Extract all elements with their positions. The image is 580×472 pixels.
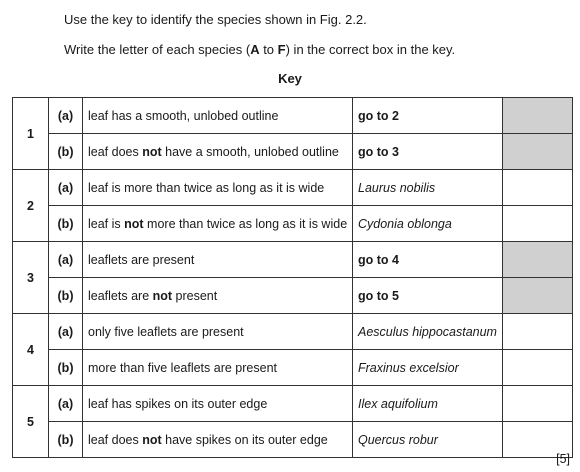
step-number: 4 [13, 314, 49, 386]
go-to-instruction: go to 3 [353, 134, 503, 170]
statement-part-label: (a) [49, 314, 83, 350]
instruction-identify [64, 12, 367, 28]
description-text-end: more than twice as long as it is wide [143, 216, 348, 231]
statement-description [83, 422, 353, 458]
go-to-instruction: go to 5 [353, 278, 503, 314]
instruction-text-start: Write the letter of each species ( [64, 42, 251, 57]
emphasis-not: not [152, 288, 173, 303]
instruction-identify-text: Use the key to identify the species shown in Fig. 2.2. [64, 12, 367, 27]
answer-box[interactable] [503, 350, 573, 386]
shaded-box [503, 278, 573, 314]
emphasis-not: not [142, 144, 162, 159]
statement-description [83, 134, 353, 170]
description-text: leaf is more than twice as long as it is wide [88, 180, 325, 195]
description-text-end: have a smooth, unlobed outline [161, 144, 339, 159]
answer-box[interactable] [503, 170, 573, 206]
answer-box[interactable] [503, 386, 573, 422]
key-row-1-a [13, 98, 573, 134]
key-row-2-a [13, 170, 573, 206]
statement-part-label: (a) [49, 242, 83, 278]
species-name: Quercus robur [353, 422, 503, 458]
key-row-3-b [13, 278, 573, 314]
key-row-3-a [13, 242, 573, 278]
description-text: leaf does [88, 144, 143, 159]
statement-part-label: (b) [49, 422, 83, 458]
letter-a: A [250, 42, 260, 57]
description-text: leaf has a smooth, unlobed outline [88, 108, 279, 123]
species-name: Laurus nobilis [353, 170, 503, 206]
statement-description [83, 242, 353, 278]
statement-description [83, 206, 353, 242]
identification-key-table [12, 97, 573, 458]
answer-box[interactable] [503, 314, 573, 350]
species-name: Ilex aquifolium [353, 386, 503, 422]
species-name: Aesculus hippocastanum [353, 314, 503, 350]
step-number: 1 [13, 98, 49, 170]
answer-box[interactable] [503, 206, 573, 242]
step-number: 3 [13, 242, 49, 314]
go-to-instruction: go to 2 [353, 98, 503, 134]
description-text: leaflets are [88, 288, 153, 303]
key-title: Key [278, 71, 302, 86]
instruction-text-to: to [259, 42, 278, 57]
description-text-end: have spikes on its outer edge [161, 432, 328, 447]
statement-part-label: (a) [49, 170, 83, 206]
species-name: Fraxinus excelsior [353, 350, 503, 386]
statement-description [83, 98, 353, 134]
key-table-body [13, 98, 573, 458]
key-row-5-a [13, 386, 573, 422]
statement-description [83, 170, 353, 206]
description-text: only five leaflets are present [88, 324, 244, 339]
statement-part-label: (b) [49, 134, 83, 170]
shaded-box [503, 98, 573, 134]
marks-indicator: [5] [556, 452, 570, 466]
statement-part-label: (a) [49, 386, 83, 422]
shaded-box [503, 242, 573, 278]
key-row-2-b [13, 206, 573, 242]
shaded-box [503, 134, 573, 170]
description-text-end: present [172, 288, 218, 303]
emphasis-not: not [124, 216, 144, 231]
go-to-instruction: go to 4 [353, 242, 503, 278]
description-text: leaflets are present [88, 252, 195, 267]
emphasis-not: not [142, 432, 162, 447]
description-text: leaf is [88, 216, 125, 231]
description-text: more than five leaflets are present [88, 360, 277, 375]
statement-part-label: (b) [49, 278, 83, 314]
description-text: leaf has spikes on its outer edge [88, 396, 268, 411]
species-name: Cydonia oblonga [353, 206, 503, 242]
key-row-4-b [13, 350, 573, 386]
statement-description [83, 314, 353, 350]
letter-f: F [277, 42, 286, 57]
key-row-4-a [13, 314, 573, 350]
key-row-5-b [13, 422, 573, 458]
statement-description [83, 350, 353, 386]
step-number: 2 [13, 170, 49, 242]
key-row-1-b [13, 134, 573, 170]
statement-description [83, 386, 353, 422]
description-text: leaf does [88, 432, 143, 447]
statement-part-label: (b) [49, 350, 83, 386]
statement-description [83, 278, 353, 314]
statement-part-label: (a) [49, 98, 83, 134]
step-number: 5 [13, 386, 49, 458]
instruction-text-end: ) in the correct box in the key. [285, 42, 456, 57]
statement-part-label: (b) [49, 206, 83, 242]
instruction-write-letter [64, 42, 455, 58]
